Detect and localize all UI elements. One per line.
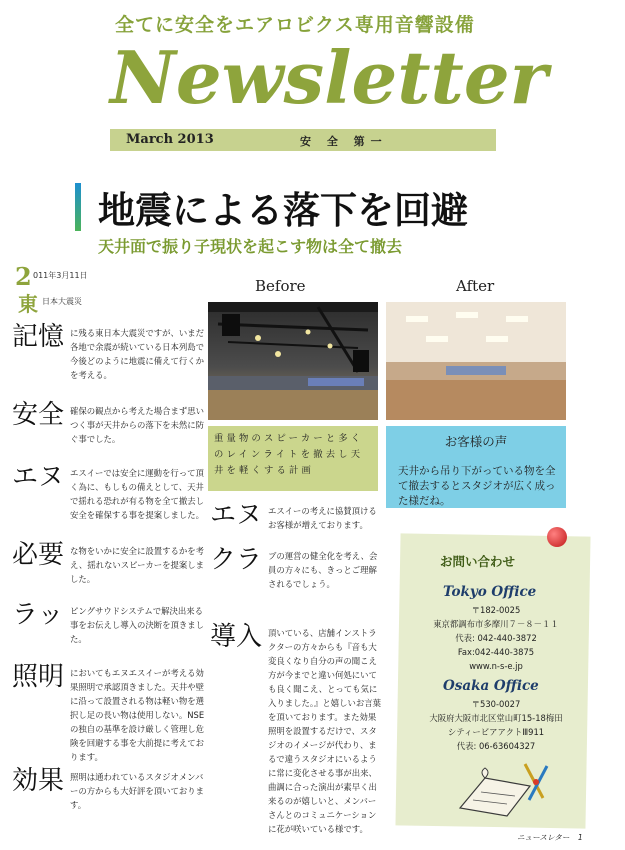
paragraph-text: エスイーでは安全に運動を行って頂く為に、もしもの備えとして、天井で揺れる恐れが有る物を全て撤去し安全を確保する事を提案しました。 xyxy=(70,468,204,520)
paragraph-text: 照明は通われているスタジオメンバーの方からも大好評を頂いております。 xyxy=(70,772,204,810)
paragraph-lead: ラッ xyxy=(12,600,64,630)
page-footer xyxy=(517,832,583,843)
customer-voice-title: お客様の声 xyxy=(444,434,508,449)
issue-date: March 2013 xyxy=(126,132,214,147)
paragraph-lead: エヌ xyxy=(210,500,263,530)
article-headline: 地震による落下を回避 xyxy=(98,188,468,232)
paragraph-text: に残る東日本大震災ですが、いまだ各地で余震が続いている日本列島で今後どのように地震に備えて行くかを考える。 xyxy=(70,328,204,380)
osaka-postal: 〒530-0027 xyxy=(471,699,521,709)
article-subhead: 天井面で振り子現状を起こす物は全て撤去 xyxy=(98,237,403,256)
event-initial: 東 xyxy=(18,292,38,316)
plan-box xyxy=(208,426,378,491)
paragraph-lead: エヌ xyxy=(12,462,65,492)
blueprint-icon xyxy=(455,758,555,820)
paragraph-text: ブの運営の健全化を考え、会員の方々にも、きっとご理解されるでしょう。 xyxy=(268,551,378,589)
event-date: 011年3月11日 xyxy=(33,271,88,280)
after-photo-scene xyxy=(386,302,566,420)
paragraph-text: 頂いている、店舗インストラクターの方々からも『音も大変良くなり自分の声の聞こえ方が今までと違い何処にいても良く聞こえ、とっても気に入りました。』と嬉しいお言葉を頂いております。また効果照明を設置するだけで、スタジオのイメージが代わり、まるで違うスタジオにいるように常に変化させる事が出来、曲調に合った演出が素早く出来るのが嬉しいと、メンバーさんとのコミュニケーションに花が咲いている様です。 xyxy=(268,628,382,834)
tokyo-postal: 〒182-0025 xyxy=(471,605,521,615)
paragraph-text: においてもエヌエスイーが考える効果照明で承認頂きました。天井や壁に沿って設置される物は軽い物を選択し足の長い物は使用しない。NSEの独自の基準を設け厳しく管理し危険を回避する事を大前提に考えております。 xyxy=(70,668,205,762)
blueprint-illustration xyxy=(455,758,555,820)
paragraph-lead: 記憶 xyxy=(12,322,65,352)
motto: 安 全 第一 xyxy=(300,135,388,148)
customer-voice-text: 天井から吊り下がっている物を全て撤去するとスタジオが広く成った様だね。 xyxy=(398,465,556,507)
tokyo-web: www.n-s-e.jp xyxy=(469,661,523,671)
tokyo-office-name: Tokyo Office xyxy=(443,584,537,600)
osaka-address: 大阪府大阪市北区堂山町15-18梅田 xyxy=(429,713,563,723)
contact-title: お問い合わせ xyxy=(440,554,516,569)
paragraph-lead: 照明 xyxy=(12,662,65,692)
tagline: 全てに安全をエアロビクス専用音響設備 xyxy=(115,14,475,36)
paragraph-text: ピングサウドシステムで解決出来る事をお伝えし導入の決断を頂きました。 xyxy=(70,606,204,644)
paragraph-text: 確保の観点から考えた場合まず思いつく事が天井からの落下を未然に防ぐ事でした。 xyxy=(70,406,204,444)
event-number: 2 xyxy=(15,262,32,291)
after-label: After xyxy=(456,277,495,295)
pushpin-icon xyxy=(547,527,567,547)
plan-text: 重量物のスピーカーと多くのレインライトを撤去し天井を軽くする計画 xyxy=(214,433,364,476)
paragraph-lead: 導入 xyxy=(210,622,263,652)
paragraph-lead: 効果 xyxy=(12,766,65,796)
paragraph-lead: 安全 xyxy=(12,400,65,430)
before-label: Before xyxy=(255,277,306,295)
osaka-tel: 代表: 06-63604327 xyxy=(456,741,536,751)
osaka-building: シティービアアクトⅢ911 xyxy=(447,727,545,737)
headline-accent-bar xyxy=(75,183,81,231)
paragraph-text: な物をいかに安全に設置するかを考え、揺れないスピーカーを提案しました。 xyxy=(70,546,204,584)
tokyo-tel: 代表: 042-440-3872 xyxy=(455,633,537,643)
paragraph-lead: 必要 xyxy=(12,540,65,570)
customer-voice-box xyxy=(386,426,566,508)
osaka-office-name: Osaka Office xyxy=(443,678,539,694)
before-photo-scene xyxy=(208,302,378,420)
event-name: 日本大震災 xyxy=(42,297,82,306)
tokyo-fax: Fax:042-440-3875 xyxy=(457,647,535,657)
tokyo-address: 東京都調布市多摩川７－８－１１ xyxy=(433,619,559,629)
paragraph-lead: クラ xyxy=(210,545,263,575)
before-photo xyxy=(208,302,378,420)
footer-label: ニュースレター xyxy=(517,833,570,842)
page-number: 1 xyxy=(577,833,583,842)
paragraph-text: エスイーの考えに協賛頂けるお客様が増えております。 xyxy=(268,506,377,530)
after-photo xyxy=(386,302,566,420)
masthead-title: Newsletter xyxy=(110,35,548,120)
